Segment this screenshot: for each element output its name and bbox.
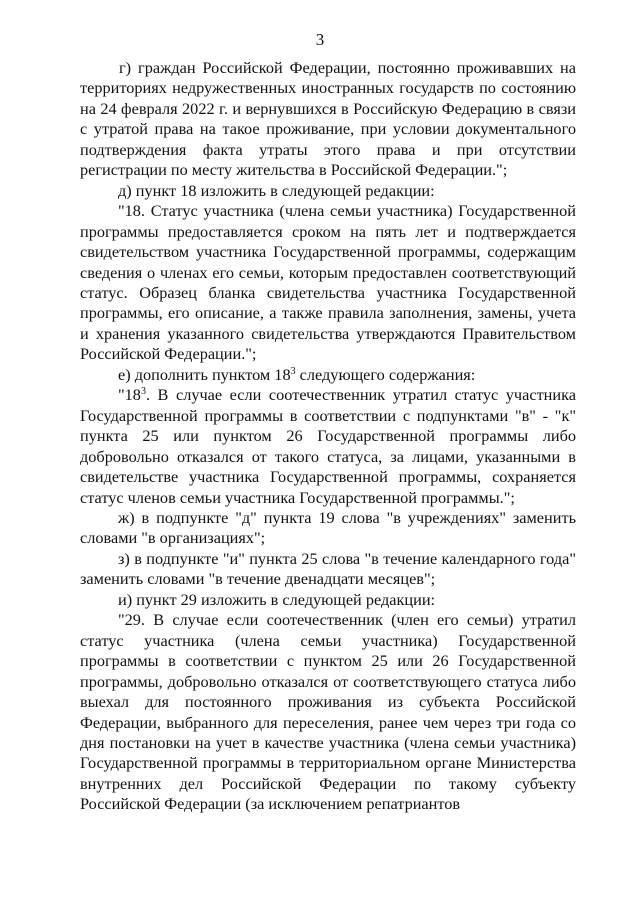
paragraph-18-3-start: "18 (118, 385, 141, 405)
paragraph-g: г) граждан Российской Федерации, постоянно проживавших на территориях недружественных иностранных государств по состоянию на 24 февраля 2022 г. и вернувшихся в Российскую Федерацию в связи с утратой права на такое проживание, при условии документального подтверждения факта утраты этого права и при отсутствии регистрации по месту жительства в Российской Федерации."; (80, 58, 576, 180)
superscript-3: 3 (290, 365, 296, 377)
paragraph-18-3 (80, 385, 576, 508)
superscript-3: 3 (140, 386, 146, 398)
paragraph-e-text-end: следующего содержания: (295, 364, 476, 384)
paragraph-z: з) в подпункте "и" пункта 25 слова "в течение календарного года" заменить словами "в течение двенадцати месяцев"; (80, 548, 576, 589)
paragraph-18: "18. Статус участника (члена семьи участника) Государственной программы предоставляется сроком на пять лет и подтверждается свидетельством участника Государственной программы, содержащим сведения о членах его семьи, которым предоставлен соответствующий статус. Образец бланка свидетельства участника Государственной программы, его описание, а также правила заполнения, замены, учета и хранения указанного свидетельства утверждаются Правительством Российской Федерации."; (80, 201, 576, 364)
paragraph-e-text: е) дополнить пунктом 18 (118, 364, 291, 384)
paragraph-e (80, 365, 576, 385)
document-body (80, 58, 576, 815)
paragraph-i: и) пункт 29 изложить в следующей редакции: (118, 589, 436, 609)
paragraph-d: д) пункт 18 изложить в следующей редакции: (118, 180, 435, 200)
page-number: 3 (315, 30, 325, 49)
paragraph-18-3-text: . В случае если соотечественник утратил статус участника Государственной программы в соответствии с подпунктами "в" - "к" пункта 25 или пунктом 26 Государственной программы либо добровольно отказался от такого статуса, за лицами, указанными в свидетельстве участника Государственной программы, сохраняется статус членов семьи участника Государственной программы."; (80, 385, 576, 507)
paragraph-zh: ж) в подпункте "д" пункта 19 слова "в учреждениях" заменить словами "в организациях"; (80, 507, 576, 548)
paragraph-29: "29. В случае если соотечественник (член его семьи) утратил статус участника (члена семьи участника) Государственной программы в соответствии с пунктом 25 или 26 Государственной программы, добровольно отказался от соответствующего статуса либо выехал для постоянного проживания из субъекта Российской Федерации, выбранного для переселения, ранее чем через три года со дня постановки на учет в качестве участника (члена семьи участника) Государственной программы в территориальном органе Министерства внутренних дел Российской Федерации по такому субъекту Российской Федерации (за исключением репатриантов (80, 610, 576, 814)
